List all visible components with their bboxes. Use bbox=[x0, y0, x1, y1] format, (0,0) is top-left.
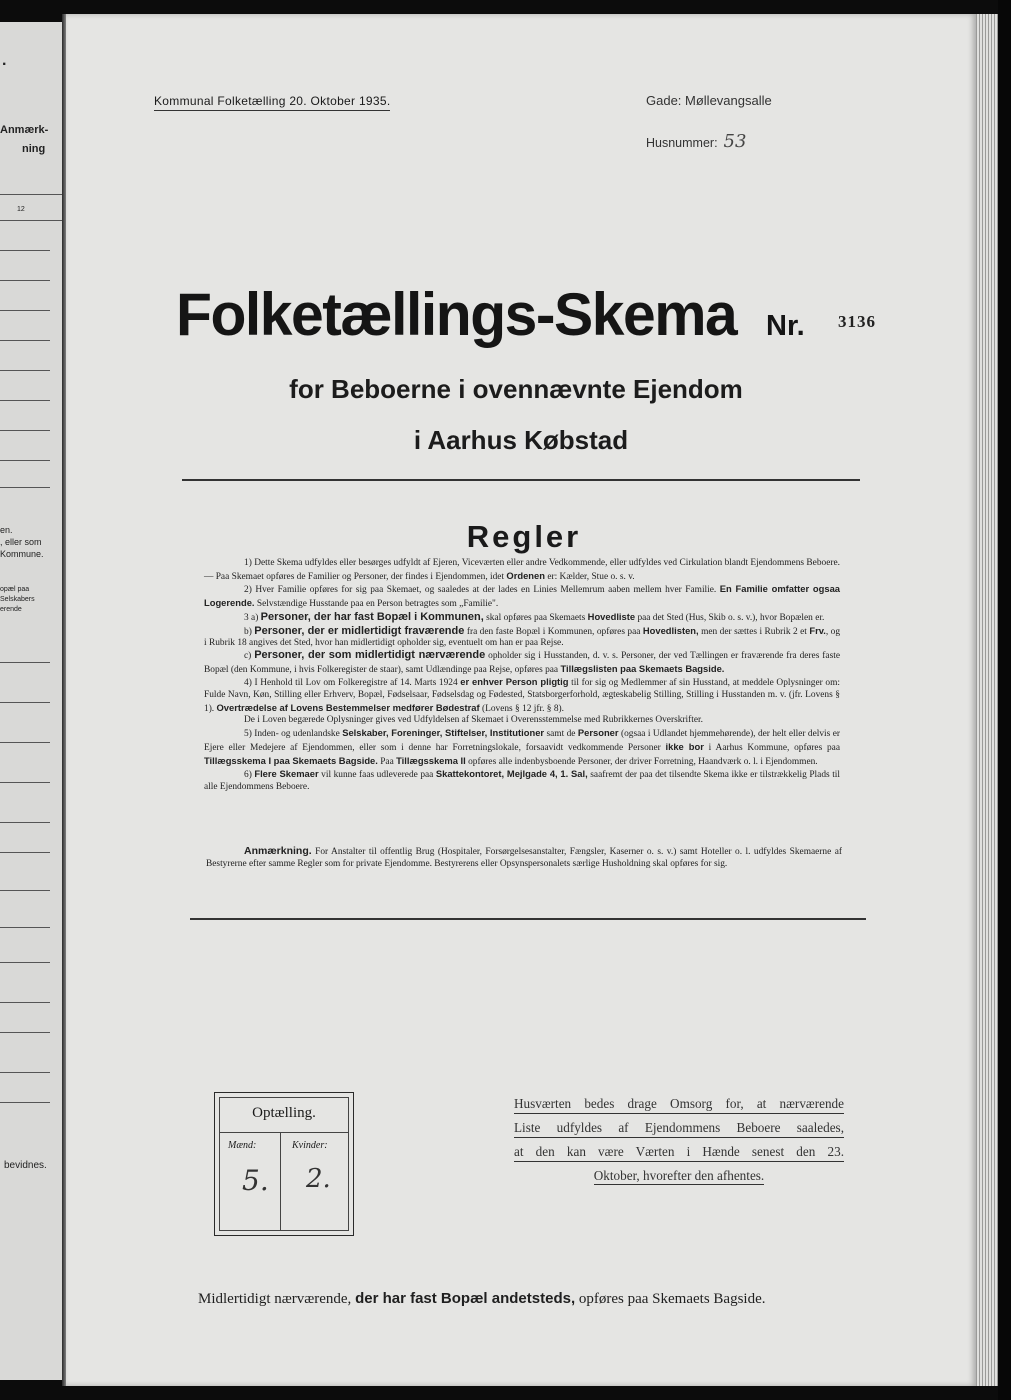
left-page-text-2: , eller som bbox=[0, 537, 42, 547]
divider-top bbox=[182, 479, 860, 481]
left-page-text-7: bevidnes. bbox=[4, 1160, 47, 1171]
form-subtitle-2: i Aarhus Købstad bbox=[413, 425, 629, 455]
left-facing-page bbox=[0, 22, 62, 1380]
rule-4: 4) I Henhold til Lov om Folkeregistre af 14. Marts 1924 er enhver Person pligtig til for sig og Medlemmer af sin Husstand, at meddele Oplysninger om: Fulde Navn, Køn, Stilling eller Erhverv, Bopæl, Fødselsaar, Fødselsdag og Fødested, Statsborgerforhold, ægteskabelig Stilling, Stilling i Husstanden m. v. (jfr. Lovens § 1). Overtrædelse af Lovens Bestemmelser medfører Bødestraf (Lovens § 12 jfr. § 8). bbox=[204, 676, 841, 714]
remark-label: Anmærkning. bbox=[244, 845, 312, 857]
tally-men-label: Mænd: bbox=[228, 1140, 257, 1151]
left-page-text-4: opæl paa bbox=[0, 586, 30, 593]
left-page-text-5: Selskabers bbox=[0, 596, 35, 603]
tally-women-label: Kvinder: bbox=[292, 1140, 328, 1151]
house-number-label: Husnummer: bbox=[646, 136, 718, 150]
left-page-column-head-2: ning bbox=[22, 143, 46, 155]
rules-heading bbox=[66, 519, 976, 555]
rule-3b: b) Personer, der er midlertidigt fraværende fra den faste Bopæl i Kommunen, opføres paa Hovedlisten, men der sættes i Rubrik 2 et Frv., og i Rubrik 18 angives det Sted, hvor han midlertidigt opholder sig, eventuelt om han er paa Rejse. bbox=[204, 624, 841, 649]
rule-3a: 3 a) Personer, der har fast Bopæl i Kommunen, skal opføres paa Skemaets Hovedliste paa det Sted (Hus, Skib o. s. v.), hvor Bopælen er. bbox=[244, 610, 825, 623]
form-title: Folketællings-Skema bbox=[176, 281, 737, 348]
left-page-text-6: erende bbox=[0, 606, 22, 613]
street-field: Gade: Møllevangsalle bbox=[646, 93, 772, 108]
rule-1: 1) Dette Skema udfyldes eller besørges udfyldt af Ejeren, Viceværten eller andre Vedkommende, eller udfyldes ved Cirkulation blandt Ejendommens Beboere. — Paa Skemaet opføres de Familier og Personer, der findes i Ejendommen, idet Ordenen er: Kælder, Stue o. s. v. bbox=[204, 558, 840, 582]
remark-block bbox=[206, 846, 842, 870]
left-page-column-number: 12 bbox=[17, 206, 25, 213]
rule-6: 6) Flere Skemaer vil kunne faas udleverede paa Skattekontoret, Mejlgade 4, 1. Sal, saafremt der paa det tilsendte Skema ikke er tilstrækkelig Plads til alle Ejendommens Beboere. bbox=[204, 768, 841, 792]
notice-line-1: Husværten bedes drage Omsorg for, at nærværende bbox=[514, 1096, 844, 1114]
rule-2: 2) Hver Familie opføres for sig paa Skemaet, og saaledes at der lades en Linies Mellemrum aaben mellem hver Familie. En Familie omfatter ogsaa Logerende. Selvstændige Husstande paa en Person betragtes som „Familie". bbox=[204, 583, 840, 610]
notice-line-4: Oktober, hvorefter den afhentes. bbox=[593, 1168, 765, 1183]
tally-women-value: 2. bbox=[306, 1164, 331, 1194]
tally-box bbox=[214, 1092, 354, 1236]
tally-men-value: 5. bbox=[242, 1164, 269, 1197]
house-number-field bbox=[646, 131, 746, 152]
remark-text: For Anstalter til offentlig Brug (Hospitaler, Forsørgelsesanstalter, Fængsler, Kaserner o. s. v.) samt Hoteller o. l. udfyldes Skemaerne af Bestyrerne efter samme Regler som for private Ejendomme. Bestyrerens eller Opsynspersonalets særlige Husholdning skal opføres for sig. bbox=[206, 847, 842, 869]
rule-5: 5) Inden- og udenlandske Selskaber, Foreninger, Stiftelser, Institutioner samt de Personer (ogsaa i Udlandet hjemmehørende), der helt eller delvis er Ejere eller Medejere af Ejendommen, eller som i denne har Forretningslokale, forsaavidt vedkommende Personer ikke bor i Aarhus Kommune, opføres paa Tillægsskema I paa Skemaets Bagside. Paa Tillægsskema II opføres alle indenbysboende Personer, der driver Forretning, Haandværk o. l. i Ejendommen. bbox=[204, 727, 841, 767]
form-subtitle-1 bbox=[66, 374, 976, 405]
rules-body bbox=[204, 558, 840, 794]
house-number-value: 53 bbox=[723, 131, 747, 152]
form-number-label: Nr. bbox=[766, 310, 805, 342]
form-number-value: 3136 bbox=[838, 312, 876, 331]
tally-title: Optælling. bbox=[252, 1105, 316, 1121]
notice-line-3: at den kan være Værten i Hænde senest den 23. bbox=[514, 1144, 844, 1162]
left-page-column-head-1: Anmærk- bbox=[0, 124, 49, 136]
rules-heading-text: Regler bbox=[466, 519, 582, 554]
page-stack-edge bbox=[976, 14, 998, 1386]
footer-note: Midlertidigt nærværende, der har fast Bopæl andetsteds, opføres paa Skemaets Bagside. bbox=[198, 1290, 766, 1307]
left-page-dot: . bbox=[2, 52, 7, 69]
left-page-text-1: en. bbox=[0, 525, 13, 535]
form-subtitle-1-text: for Beboerne i ovennævnte Ejendom bbox=[289, 374, 743, 404]
notice-line-2: Liste udfyldes af Ejendommens Beboere saaledes, bbox=[514, 1120, 844, 1138]
left-page-text-3: Kommune. bbox=[0, 549, 44, 559]
rule-3c: c) Personer, der som midlertidigt nærværende opholder sig i Husstanden, d. v. s. Personer, der ved Tællingen er fraværende fra deres faste Bopæl (den Kommune, i hvis Folkeregister de staar), samt Udlændinge paa Rejse, opføres paa Tillægslisten paa Skemaets Bagside. bbox=[204, 648, 840, 675]
census-form-page bbox=[66, 14, 976, 1386]
divider-bottom bbox=[190, 918, 866, 920]
census-header: Kommunal Folketælling 20. Oktober 1935. bbox=[154, 94, 390, 111]
rule-4-note: De i Loven begærede Oplysninger gives ved Udfyldelsen af Skemaet i Overensstemmelse med Rubrikkernes Overskrifter. bbox=[244, 715, 703, 726]
landlord-notice bbox=[514, 1096, 844, 1192]
